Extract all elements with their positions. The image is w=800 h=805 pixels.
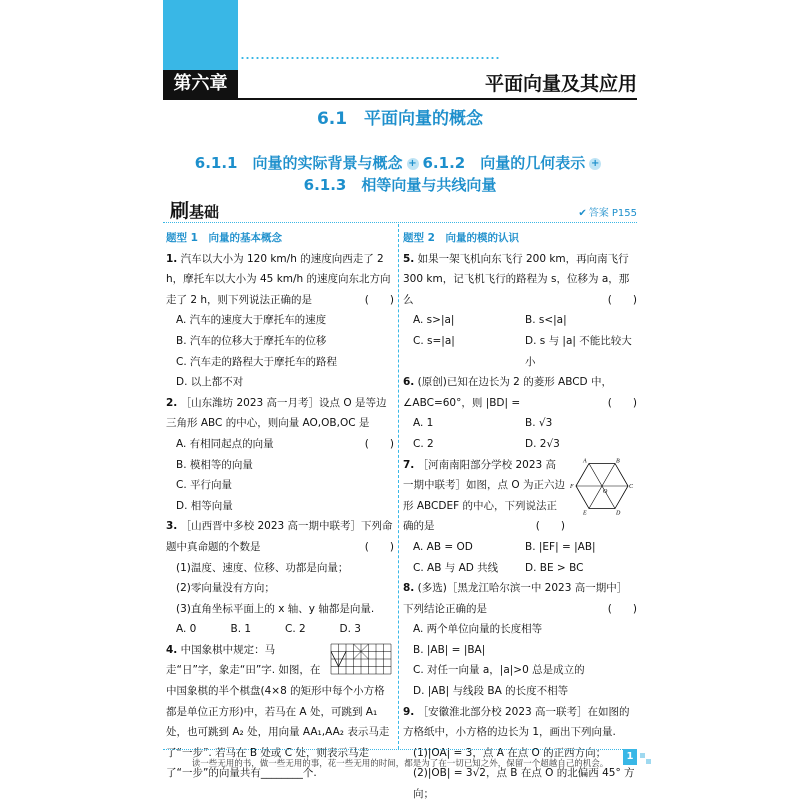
option-a: A. 两个单位向量的长度相等 xyxy=(413,623,543,636)
statement-3: (3)直角坐标平面上的 x 轴、y 轴都是向量. xyxy=(176,602,375,615)
option-a: A. 1 xyxy=(413,417,434,430)
q-text: 汽车以大小为 120 km/h 的速度向西走了 2 h，摩托车以大小为 45 km/h 的速度向东北方向走了 2 h，则下列说法正确的是 xyxy=(166,252,391,306)
answer-bracket: ( ) xyxy=(364,437,394,450)
chapter-number: 第六章 xyxy=(163,70,238,98)
statement-2: (2)零向量没有方向； xyxy=(176,582,275,595)
options-row xyxy=(403,413,637,434)
option-b: B. 汽车的位移大于摩托车的位移 xyxy=(176,334,327,347)
subsection-a: 6.1.1 向量的实际背景与概念 xyxy=(194,154,403,172)
hex-vertex-label: F xyxy=(570,483,574,490)
brush-basics-label xyxy=(170,196,219,223)
option-c: C. 2 xyxy=(285,623,306,636)
q-text: ［山西晋中多校 2023 高一期中联考］下列命题中真命题的个数是 xyxy=(166,520,393,553)
statement-2: (2)|OB| = 3√2，点 B 在点 O 的北偏西 45° 方向； xyxy=(413,767,635,801)
header-dotted-line xyxy=(240,57,500,59)
option-d: D. |AB| 与线段 BA 的长度不相等 xyxy=(413,685,569,698)
q-num: 5. xyxy=(403,252,415,265)
q-num: 9. xyxy=(403,705,415,718)
q-num: 3. xyxy=(166,520,178,533)
plus-icon: + xyxy=(408,157,417,169)
question-3 xyxy=(166,516,394,557)
brush-sub: 基础 xyxy=(189,203,220,221)
option-d: D. 以上都不对 xyxy=(176,376,244,389)
hex-vertex-label: C xyxy=(629,483,634,490)
option-c: C. 对任一向量 a，|a|>0 总是成立的 xyxy=(413,664,585,677)
question-8 xyxy=(403,578,637,619)
chapter-title: 平面向量及其应用 xyxy=(484,73,637,95)
check-icon: ✔ xyxy=(578,208,587,219)
answer-bracket: ( ) xyxy=(364,293,394,306)
type2-title: 题型 2 向量的模的认识 xyxy=(403,232,519,244)
brush-main: 刷 xyxy=(170,200,190,222)
option-d: D. 2√3 xyxy=(525,437,560,450)
option-b: B. s<|a| xyxy=(525,314,567,327)
chapter-header xyxy=(163,70,637,100)
hex-vertex-label: E xyxy=(583,510,587,517)
q-num: 7. xyxy=(403,458,415,471)
hex-vertex-label: A xyxy=(583,458,587,465)
options-row xyxy=(403,434,637,455)
answer-ref-text: 答案 P155 xyxy=(588,208,637,219)
bottom-rule xyxy=(163,749,637,750)
page-deco xyxy=(640,753,645,758)
option-c: C. 汽车走的路程大于摩托车的路程 xyxy=(176,355,338,368)
page-deco xyxy=(646,759,651,764)
answer-blank: ________个. xyxy=(260,767,317,780)
options-row xyxy=(403,310,637,331)
q-text: 如果一架飞机向东飞行 200 km，再向南飞行 300 km，记飞机飞行的路程为 s，位移为 a，那么 xyxy=(403,252,630,306)
option-c: C. AB 与 AD 共线 xyxy=(413,561,499,574)
right-column xyxy=(403,228,637,805)
option-c: C. s=|a| xyxy=(413,334,455,347)
option-a: A. 0 xyxy=(176,623,197,636)
subsection-b: 6.1.2 向量的几何表示 xyxy=(422,154,586,172)
options-row xyxy=(403,331,637,372)
q-text: ［山东潍坊 2023 高一月考］设点 O 是等边三角形 ABC 的中心，则向量 AO,OB,OC 是 xyxy=(166,396,387,430)
q-text: (多选)［黑龙江哈尔滨一中 2023 高一期中］下列结论正确的是 xyxy=(403,582,628,615)
option-b: B. 1 xyxy=(230,623,252,636)
chessboard-figure xyxy=(330,642,392,676)
section-title: 6.1 平面向量的概念 xyxy=(316,109,484,129)
option-d: D. 相等向量 xyxy=(176,499,233,512)
options-row xyxy=(403,558,637,579)
statement-1: (1)温度、速度、位移、功都是向量； xyxy=(176,561,349,574)
q-text: ［河南南阳部分学校 2023 高一期中联考］如图，点 O 为正六边形 ABCDEF 的中心，下列说法正确的是 xyxy=(403,458,565,533)
question-1 xyxy=(166,249,394,311)
option-c: C. 2 xyxy=(413,437,434,450)
hex-vertex-label: O xyxy=(603,488,608,495)
header-color-band xyxy=(163,0,238,70)
plus-icon: + xyxy=(591,157,600,169)
answer-bracket: ( ) xyxy=(607,293,637,306)
option-b: B. √3 xyxy=(525,417,553,430)
answer-bracket: ( ) xyxy=(535,520,565,533)
q-num: 2. xyxy=(166,396,178,409)
option-c: C. 平行向量 xyxy=(176,479,233,492)
q-num: 8. xyxy=(403,582,415,595)
statement-1: (1)|OA| = 3，点 A 在点 O 的正西方向； xyxy=(413,746,607,759)
question-5 xyxy=(403,249,637,311)
question-9 xyxy=(403,702,637,743)
top-rule xyxy=(163,222,637,223)
column-divider xyxy=(398,224,399,749)
option-d: D. s 与 |a| 不能比较大小 xyxy=(525,334,632,368)
subsection-line-1 xyxy=(0,152,800,173)
hex-vertex-label: B xyxy=(616,458,620,465)
answer-bracket: ( ) xyxy=(607,396,637,409)
subsection-c: 6.1.3 相等向量与共线向量 xyxy=(303,176,497,194)
answer-reference xyxy=(578,204,637,219)
option-a: A. 汽车的速度大于摩托车的速度 xyxy=(176,314,327,327)
hexagon-figure xyxy=(567,455,637,517)
option-d: D. BE > BC xyxy=(525,561,584,574)
option-b: B. |EF| = |AB| xyxy=(525,540,596,553)
q-num: 1. xyxy=(166,252,178,265)
q-text: 中国象棋中规定：马走“日”字，象走“田”字. 如图，在中国象棋的半个棋盘(4×8 的矩形中每个小方格都是单位正方形)中，若马在 A 处，可跳到 A₁ 处，也可跳到 A₂ 处，用向量 AA₁,AA₂ 表示马走了“一步”. 若马在 B 处或 C 处，则表示马走了“一步”的向量共有 xyxy=(166,643,390,780)
answer-bracket: ( ) xyxy=(607,602,637,615)
option-b: B. |AB| = |BA| xyxy=(413,643,486,656)
answer-bracket: ( ) xyxy=(364,540,394,553)
q-num: 6. xyxy=(403,376,415,389)
option-a: A. 有相同起点的向量 xyxy=(176,437,274,450)
page-number: 1 xyxy=(623,749,637,765)
type1-title: 题型 1 向量的基本概念 xyxy=(166,232,282,244)
question-6 xyxy=(403,372,637,413)
q-text: (原创)已知在边长为 2 的菱形 ABCD 中，∠ABC=60°，则 |BD| = xyxy=(403,376,612,409)
option-a: A. s>|a| xyxy=(413,314,455,327)
q-text: ［安徽淮北部分校 2023 高一联考］在如图的方格纸中，小方格的边长为 1，画出下列向量. xyxy=(403,705,630,739)
option-a: A. AB = OD xyxy=(413,540,473,553)
left-column xyxy=(166,228,394,784)
option-d: D. 3 xyxy=(339,623,361,636)
option-b: B. 模相等的向量 xyxy=(176,458,253,471)
question-7 xyxy=(403,455,637,537)
options-row xyxy=(166,619,394,640)
hex-vertex-label: D xyxy=(616,510,621,517)
footer-quote: 读一些无用的书，做一些无用的事，花一些无用的时间，都是为了在一切已知之外，保留一个超越自己的机会。 xyxy=(191,759,609,769)
options-row xyxy=(403,537,637,558)
q-num: 4. xyxy=(166,643,178,656)
